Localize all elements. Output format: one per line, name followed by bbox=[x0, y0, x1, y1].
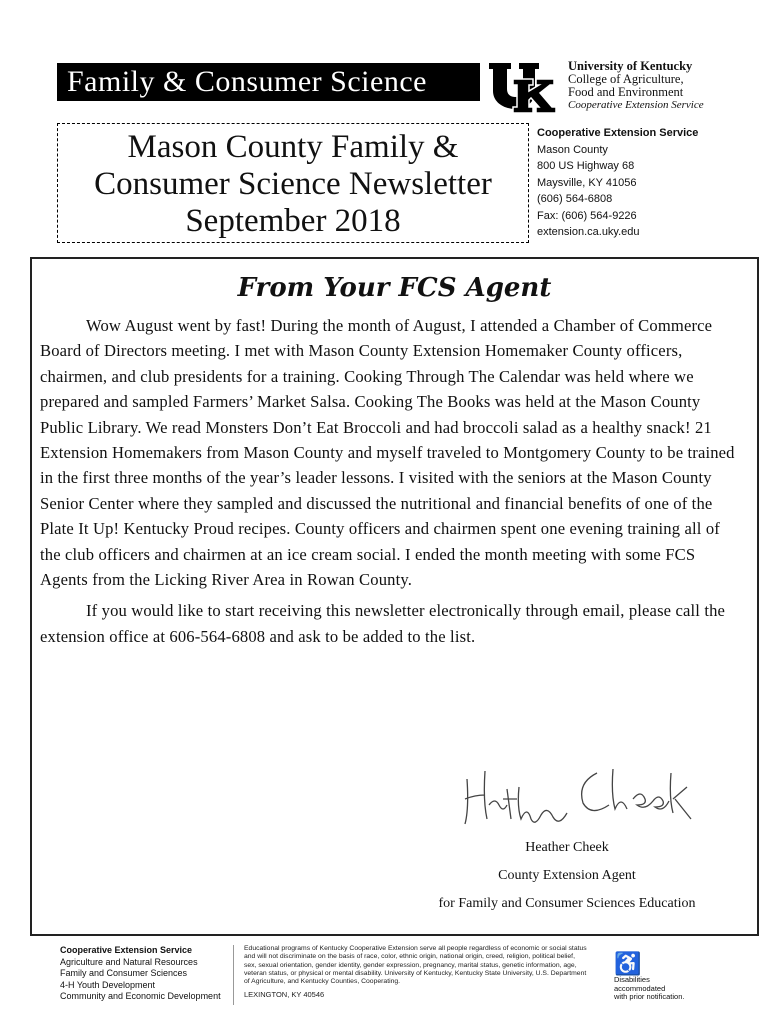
uk-logo-icon bbox=[487, 57, 557, 117]
uk-service: Cooperative Extension Service bbox=[568, 99, 704, 111]
contact-county: Mason County bbox=[537, 143, 608, 156]
contact-website: extension.ca.uky.edu bbox=[537, 226, 640, 238]
contact-city: Maysville, KY 41056 bbox=[537, 176, 637, 189]
footer-programs bbox=[60, 945, 221, 1003]
title-line-2: Consumer Science Newsletter bbox=[94, 166, 492, 202]
signer-name: Heather Cheek bbox=[525, 840, 609, 855]
article-box bbox=[30, 257, 759, 936]
contact-org: Cooperative Extension Service bbox=[537, 127, 699, 139]
footer-program-5: Community and Economic Development bbox=[60, 991, 221, 1001]
contact-block bbox=[537, 125, 698, 241]
article-paragraph-1: Wow August went by fast! During the month of August, I attended a Chamber of Commerce Board of Directors meeting. I met with Mason County Extension Homemaker County officers, chairmen, and club presidents for a training. Cooking Through The Calendar was held where we prepared and sampled Farmers’ Market Salsa. Cooking The Books was held at the Mason County Public Library. We read Monsters Don’t Eat Broccoli and had broccoli salad as a healthy snack! 21 Extension Homemakers from Mason County and myself traveled to Montgomery County to be trained in the first three months of the year’s leader lessons. I visited with the seniors at the Mason County Senior Center where they sampled and discussed the nutritional and financial benefits of one of the Plate It Up! Kentucky Proud recipes. County officers and chairmen spent one evening training all of the club officers and chairmen at an ice cream social. I ended the month meeting with some FCS Agents from the Licking River Area in Rowan County. bbox=[40, 316, 735, 590]
footer-divider bbox=[233, 945, 234, 1005]
footer-accommodation bbox=[614, 952, 684, 1002]
article-paragraph-2: If you would like to start receiving this newsletter electronically through email, please call the extension office at 606-564-6808 and ask to be added to the list. bbox=[40, 601, 726, 646]
accommodation-line-1: Disabilities bbox=[614, 975, 650, 984]
article-heading: From Your FCS Agent bbox=[237, 273, 552, 303]
signer-dept: for Family and Consumer Sciences Education bbox=[438, 896, 696, 911]
uk-college: College of Agriculture, bbox=[568, 72, 684, 86]
footer-program-2: Agriculture and Natural Resources bbox=[60, 956, 198, 967]
accommodation-line-3: with prior notification. bbox=[614, 992, 685, 1001]
signature-icon bbox=[457, 759, 697, 829]
contact-street: 800 US Highway 68 bbox=[537, 160, 635, 172]
uk-identity bbox=[568, 60, 748, 112]
footer-program-1: Cooperative Extension Service bbox=[60, 945, 193, 955]
title-line-1: Mason County Family & bbox=[127, 129, 459, 165]
contact-fax: Fax: (606) 564-9226 bbox=[537, 209, 637, 222]
footer-city: LEXINGTON, KY 40546 bbox=[244, 990, 325, 1000]
signer-title: County Extension Agent bbox=[498, 868, 636, 883]
wheelchair-icon: ♿ bbox=[614, 951, 642, 976]
footer-program-3: Family and Consumer Sciences bbox=[60, 968, 188, 978]
uk-university: University of Kentucky bbox=[568, 59, 693, 73]
footer-disclaimer-block bbox=[244, 945, 589, 1000]
signer-block bbox=[402, 834, 732, 918]
article-body bbox=[40, 313, 743, 649]
accommodation-line-2: accommodated bbox=[614, 983, 666, 993]
contact-phone: (606) 564-6808 bbox=[537, 193, 613, 205]
title-line-3: September 2018 bbox=[185, 203, 401, 239]
footer-program-4: 4-H Youth Development bbox=[60, 979, 156, 990]
uk-college-2: Food and Environment bbox=[568, 85, 684, 99]
footer-disclaimer: Educational programs of Kentucky Cooperative Extension serve all people regardless of economic or social status and will not discriminate on the basis of race, color, ethnic origin, national origin, creed, religion, political belief, sex, sexual orientation, gender identity, gender expression, pregnancy, marital status, genetic information, age, veteran status, or physical or mental disability. University of Kentucky, Kentucky State University, U.S. Department of Agriculture, and Kentucky Counties, Cooperating. bbox=[244, 945, 587, 986]
banner-title: Family & Consumer Science bbox=[57, 63, 480, 101]
newsletter-title bbox=[57, 123, 529, 243]
